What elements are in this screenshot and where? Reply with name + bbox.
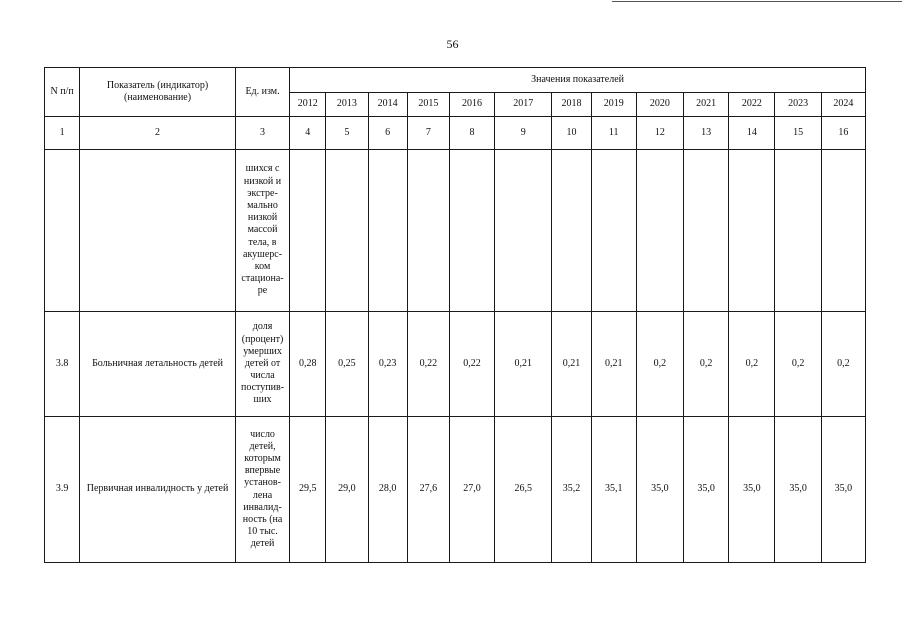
unit-line: детей от (244, 357, 281, 369)
year-cell: 2024 (821, 93, 865, 117)
unit-line: установ- (244, 477, 281, 489)
year-cell: 2019 (591, 93, 636, 117)
value-cell: 0,2 (775, 312, 821, 417)
header-indicator (80, 68, 236, 117)
unit-line: лена (252, 489, 273, 501)
value-cell: 35,1 (591, 417, 636, 563)
value-cell (821, 150, 865, 312)
unit-line: массой (247, 224, 278, 236)
indicators-table (44, 67, 866, 563)
unit-line: мально (247, 200, 278, 212)
unit-line: тела, в (248, 236, 277, 248)
unit-line: поступив- (241, 382, 285, 394)
unit-line: детей (250, 538, 275, 550)
value-cell: 35,0 (729, 417, 775, 563)
row-number (45, 150, 80, 312)
unit-cell (235, 417, 289, 563)
value-cell: 0,2 (684, 312, 729, 417)
unit-line: ность (на (242, 513, 283, 525)
unit-line: ре (257, 285, 268, 297)
unit-line: низкой и (243, 175, 282, 187)
column-number-cell: 2 (80, 117, 236, 150)
column-number-cell: 15 (775, 117, 821, 150)
value-cell: 0,28 (290, 312, 326, 417)
value-cell: 0,2 (821, 312, 865, 417)
header-row-1 (45, 68, 866, 93)
value-cell: 0,25 (326, 312, 368, 417)
table-row (45, 150, 866, 312)
indicator-name: Первичная инвалидность у детей (80, 417, 236, 563)
value-cell: 0,22 (407, 312, 449, 417)
column-number-cell: 12 (636, 117, 683, 150)
indicator-name: Больничная летальность детей (80, 312, 236, 417)
unit-cell (235, 150, 289, 312)
column-number-cell: 6 (368, 117, 407, 150)
value-cell (684, 150, 729, 312)
unit-line: которым (244, 452, 281, 464)
value-cell: 0,21 (495, 312, 552, 417)
column-number-cell: 3 (235, 117, 289, 150)
value-cell: 27,6 (407, 417, 449, 563)
value-cell: 35,2 (552, 417, 591, 563)
value-cell: 35,0 (636, 417, 683, 563)
unit-line: детей, (249, 440, 276, 452)
header-indicator-line2: (наименование) (123, 92, 192, 103)
table-row (45, 312, 866, 417)
value-cell (407, 150, 449, 312)
column-number-cell: 11 (591, 117, 636, 150)
unit-line: ком (254, 260, 271, 272)
header-num: N п/п (45, 68, 80, 117)
value-cell (495, 150, 552, 312)
unit-line: 10 тыс. (247, 526, 278, 538)
value-cell: 0,2 (729, 312, 775, 417)
header-unit: Ед. изм. (235, 68, 289, 117)
value-cell: 29,5 (290, 417, 326, 563)
unit-line: стациона- (241, 273, 284, 285)
column-number-cell: 16 (821, 117, 865, 150)
column-number-cell: 5 (326, 117, 368, 150)
year-cell: 2015 (407, 93, 449, 117)
year-cell: 2022 (729, 93, 775, 117)
column-number-cell: 14 (729, 117, 775, 150)
value-cell: 0,22 (449, 312, 494, 417)
unit-line: доля (252, 321, 273, 333)
year-cell: 2018 (552, 93, 591, 117)
value-cell (326, 150, 368, 312)
year-cell: 2014 (368, 93, 407, 117)
year-cell: 2020 (636, 93, 683, 117)
value-cell (775, 150, 821, 312)
unit-line: шихся с (245, 163, 280, 175)
value-cell (290, 150, 326, 312)
value-cell (591, 150, 636, 312)
header-indicator-line1: Показатель (индикатор) (106, 79, 209, 91)
unit-line: впервые (244, 465, 281, 477)
value-cell: 35,0 (775, 417, 821, 563)
page-number: 56 (446, 37, 459, 51)
unit-line: число (250, 428, 275, 440)
column-number-cell: 9 (495, 117, 552, 150)
column-number-cell: 13 (684, 117, 729, 150)
value-cell: 29,0 (326, 417, 368, 563)
value-cell (368, 150, 407, 312)
row-number: 3.9 (45, 417, 80, 563)
value-cell (636, 150, 683, 312)
unit-line: инвалид- (243, 501, 282, 513)
value-cell: 27,0 (449, 417, 494, 563)
year-cell: 2013 (326, 93, 368, 117)
column-number-cell: 1 (45, 117, 80, 150)
value-cell (449, 150, 494, 312)
value-cell: 0,2 (636, 312, 683, 417)
value-cell: 26,5 (495, 417, 552, 563)
unit-line: ших (253, 394, 272, 406)
column-number-cell: 10 (552, 117, 591, 150)
year-cell: 2021 (684, 93, 729, 117)
unit-line: акушерс- (243, 248, 283, 260)
top-rule (612, 1, 902, 2)
year-cell: 2012 (290, 93, 326, 117)
year-cell: 2017 (495, 93, 552, 117)
column-number-cell: 7 (407, 117, 449, 150)
unit-line: (процент) (241, 333, 284, 345)
value-cell: 0,21 (552, 312, 591, 417)
indicator-name (80, 150, 236, 312)
value-cell: 35,0 (821, 417, 865, 563)
column-number-cell: 4 (290, 117, 326, 150)
value-cell (552, 150, 591, 312)
value-cell: 28,0 (368, 417, 407, 563)
year-cell: 2023 (775, 93, 821, 117)
unit-cell (235, 312, 289, 417)
unit-line: умерших (243, 345, 282, 357)
column-number-cell: 8 (449, 117, 494, 150)
unit-line: экстре- (247, 187, 278, 199)
table-row (45, 417, 866, 563)
unit-line: числа (250, 370, 275, 382)
unit-line: низкой (247, 212, 278, 224)
value-cell: 0,21 (591, 312, 636, 417)
year-cell: 2016 (449, 93, 494, 117)
value-cell: 0,23 (368, 312, 407, 417)
header-values-group: Значения показателей (290, 68, 866, 93)
row-number: 3.8 (45, 312, 80, 417)
value-cell (729, 150, 775, 312)
value-cell: 35,0 (684, 417, 729, 563)
column-number-row (45, 117, 866, 150)
